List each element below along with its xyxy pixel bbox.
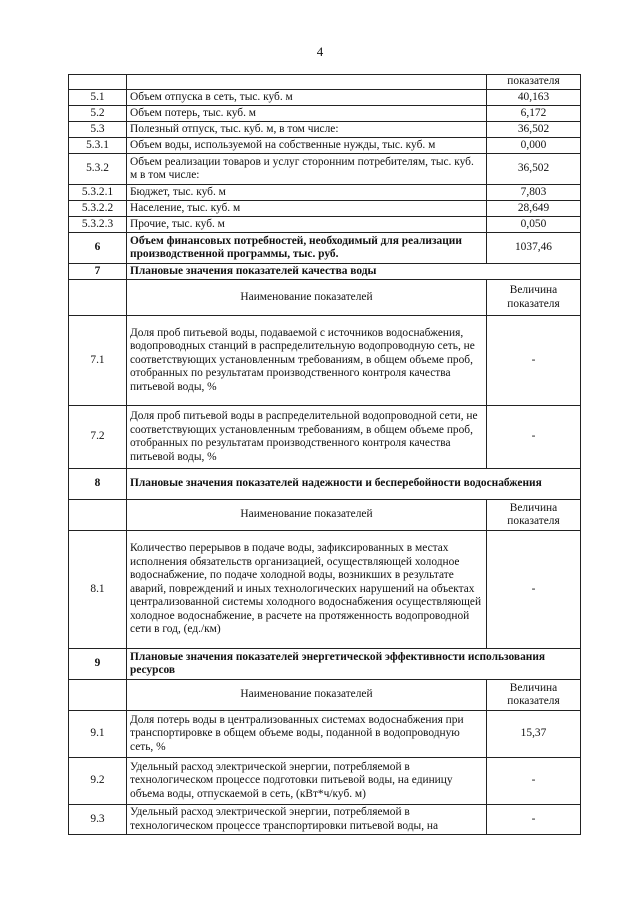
table-row [69, 75, 581, 90]
section-row [69, 264, 581, 280]
column-header-value: Величина показателя [487, 500, 581, 531]
row-value: 0,000 [487, 138, 581, 154]
row-number: 7.1 [69, 316, 127, 406]
row-value: - [487, 805, 581, 835]
section-row [69, 233, 581, 264]
column-header-row [69, 280, 581, 316]
table-row [69, 201, 581, 217]
row-number: 5.3.2 [69, 154, 127, 185]
row-number: 5.1 [69, 90, 127, 106]
row-number: 9.3 [69, 805, 127, 835]
empty-cell [127, 75, 487, 90]
row-value: - [487, 531, 581, 649]
row-number: 9.2 [69, 758, 127, 805]
row-value: 7,803 [487, 185, 581, 201]
row-value: 0,050 [487, 217, 581, 233]
table-row [69, 90, 581, 106]
table-row [69, 154, 581, 185]
column-header-row [69, 500, 581, 531]
row-text: Удельный расход электрической энергии, потребляемой в технологическом процессе транспортировки питьевой воды, на [127, 805, 487, 835]
row-text: Полезный отпуск, тыс. куб. м, в том числе: [127, 122, 487, 138]
section-title: Плановые значения показателей надежности и бесперебойности водоснабжения [127, 469, 581, 500]
row-text: Объем реализации товаров и услуг сторонним потребителям, тыс. куб. м в том числе: [127, 154, 487, 185]
column-header-value: Величина показателя [487, 280, 581, 316]
section-number: 9 [69, 649, 127, 680]
section-title: Плановые значения показателей качества воды [127, 264, 581, 280]
table-row [69, 711, 581, 758]
row-value: 36,502 [487, 122, 581, 138]
row-value: 36,502 [487, 154, 581, 185]
row-value: 40,163 [487, 90, 581, 106]
row-text: Доля потерь воды в централизованных системах водоснабжения при транспортировке в общем объеме воды, поданной в водопроводную сеть, % [127, 711, 487, 758]
table-row [69, 185, 581, 201]
row-value: 6,172 [487, 106, 581, 122]
table-row [69, 138, 581, 154]
column-header-name: Наименование показателей [127, 280, 487, 316]
row-text: Доля проб питьевой воды в распределительной водопроводной сети, не соответствующих установленным требованиям, в общем объеме проб, отобранных по результатам производственного контроля качества питьевой воды, % [127, 406, 487, 469]
table-row [69, 531, 581, 649]
section-number: 8 [69, 469, 127, 500]
section-row [69, 649, 581, 680]
column-header-value: Величина показателя [487, 680, 581, 711]
row-value: - [487, 406, 581, 469]
row-value: 28,649 [487, 201, 581, 217]
program-table [68, 74, 581, 835]
value-header-tail: показателя [487, 75, 581, 90]
column-header-row [69, 680, 581, 711]
row-number: 5.2 [69, 106, 127, 122]
table-row [69, 805, 581, 835]
page-number: 4 [316, 44, 324, 59]
row-number: 5.3 [69, 122, 127, 138]
section-value: 1037,46 [487, 233, 581, 264]
row-text: Объем отпуска в сеть, тыс. куб. м [127, 90, 487, 106]
section-number: 7 [69, 264, 127, 280]
row-number: 9.1 [69, 711, 127, 758]
row-text: Объем воды, используемой на собственные нужды, тыс. куб. м [127, 138, 487, 154]
table-row [69, 758, 581, 805]
row-text: Население, тыс. куб. м [127, 201, 487, 217]
row-text: Удельный расход электрической энергии, потребляемой в технологическом процессе подготовки питьевой воды, на единицу объема воды, отпускаемой в сеть, (кВт*ч/куб. м) [127, 758, 487, 805]
empty-cell [69, 280, 127, 316]
table-row [69, 406, 581, 469]
row-value: - [487, 316, 581, 406]
empty-cell [69, 500, 127, 531]
table-row [69, 316, 581, 406]
row-value: 15,37 [487, 711, 581, 758]
row-text: Бюджет, тыс. куб. м [127, 185, 487, 201]
row-number: 5.3.1 [69, 138, 127, 154]
row-number: 5.3.2.2 [69, 201, 127, 217]
row-number: 5.3.2.1 [69, 185, 127, 201]
section-title: Объем финансовых потребностей, необходимый для реализации производственной программы, тыс. руб. [127, 233, 487, 264]
empty-cell [69, 680, 127, 711]
table-row [69, 122, 581, 138]
row-number: 7.2 [69, 406, 127, 469]
section-title: Плановые значения показателей энергетической эффективности использования ресурсов [127, 649, 581, 680]
row-text: Прочие, тыс. куб. м [127, 217, 487, 233]
section-number: 6 [69, 233, 127, 264]
row-number: 8.1 [69, 531, 127, 649]
empty-cell [69, 75, 127, 90]
row-text: Доля проб питьевой воды, подаваемой с источников водоснабжения, водопроводных станций в распределительную водопроводную сеть, не соответствующих установленным требованиям, в общем объеме проб, отобранных по результатам производственного контроля качества питьевой воды, % [127, 316, 487, 406]
row-text: Объем потерь, тыс. куб. м [127, 106, 487, 122]
table-row [69, 217, 581, 233]
column-header-name: Наименование показателей [127, 500, 487, 531]
row-text: Количество перерывов в подаче воды, зафиксированных в местах исполнения обязательств организацией, осуществляющей холодное водоснабжение, по подаче холодной воды, возникших в результате аварий, повреждений и иных технологических нарушений на объектах централизованной системы холодного водоснабжения осуществляющей холодное водоснабжение, в расчете на протяженность водопроводной сети в год, (ед./км) [127, 531, 487, 649]
column-header-name: Наименование показателей [127, 680, 487, 711]
table-row [69, 106, 581, 122]
section-row [69, 469, 581, 500]
row-value: - [487, 758, 581, 805]
row-number: 5.3.2.3 [69, 217, 127, 233]
